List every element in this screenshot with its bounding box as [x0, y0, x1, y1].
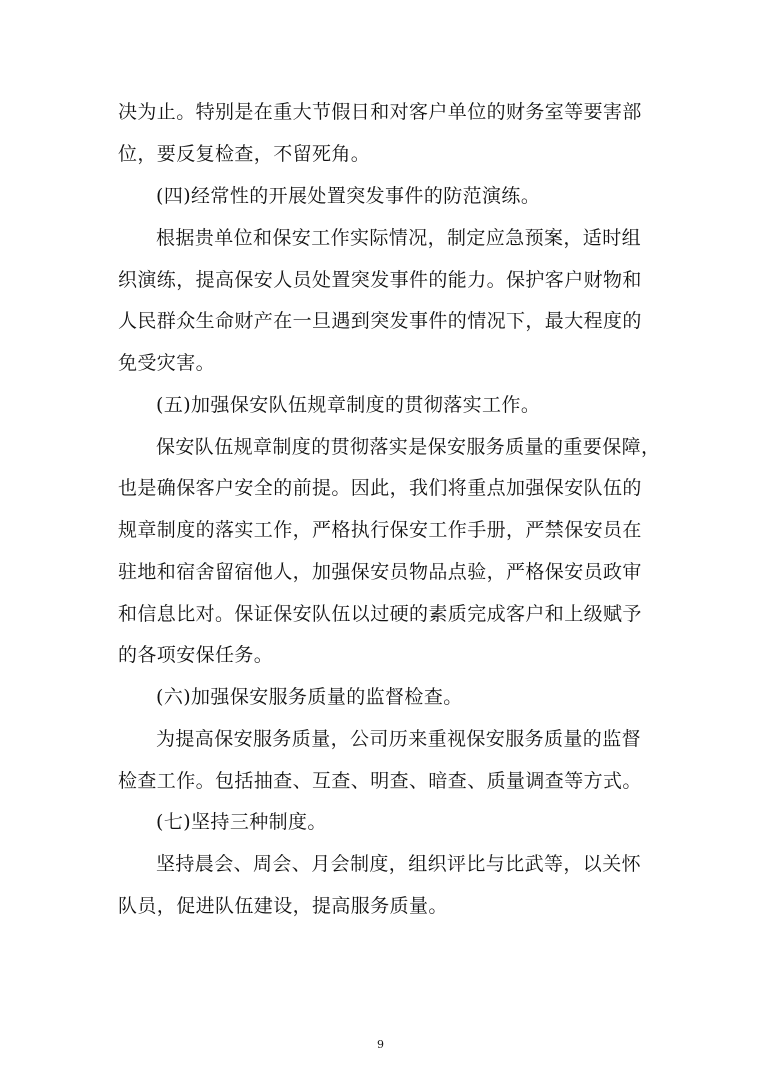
section-heading: (四)经常性的开展处置突发事件的防范演练。 [156, 185, 541, 207]
body-text-line: 队员，促进队伍建设，提高服务质量。 [118, 895, 448, 917]
body-text-line: 驻地和宿舍留宿他人，加强保安员物品点验，严格保安员政审 [118, 561, 642, 583]
section-heading: (六)加强保安服务质量的监督检查。 [156, 686, 463, 708]
body-text-line: 也是确保客户安全的前提。因此，我们将重点加强保安队伍的 [118, 477, 642, 499]
body-text-line: 检查工作。包括抽查、互查、明查、暗查、质量调查等方式。 [118, 770, 642, 792]
body-text-line: 保安队伍规章制度的贯彻落实是保安服务质量的重要保障， [156, 436, 661, 458]
body-text-line: 坚持晨会、周会、月会制度，组织评比与比武等，以关怀 [156, 853, 642, 875]
body-text-line: 人民群众生命财产在一旦遇到突发事件的情况下，最大程度的 [118, 310, 642, 332]
body-text-line: 织演练，提高保安人员处置突发事件的能力。保护客户财物和 [118, 269, 642, 291]
body-text-line: 根据贵单位和保安工作实际情况，制定应急预案，适时组 [156, 227, 642, 249]
body-text-line: 和信息比对。保证保安队伍以过硬的素质完成客户和上级赋予 [118, 603, 642, 625]
body-text-line: 为提高保安服务质量，公司历来重视保安服务质量的监督 [156, 728, 642, 750]
body-text-line: 规章制度的落实工作，严格执行保安工作手册，严禁保安员在 [118, 519, 642, 541]
section-heading: (七)坚持三种制度。 [156, 811, 327, 833]
page-number: 9 [377, 1038, 384, 1051]
section-heading: (五)加强保安队伍规章制度的贯彻落实工作。 [156, 394, 541, 416]
body-text-line: 免受灾害。 [118, 352, 216, 374]
body-text-line: 位，要反复检查，不留死角。 [118, 143, 371, 165]
body-text-line: 的各项安保任务。 [118, 644, 274, 666]
body-text-line: 决为止。特别是在重大节假日和对客户单位的财务室等要害部 [118, 101, 642, 123]
